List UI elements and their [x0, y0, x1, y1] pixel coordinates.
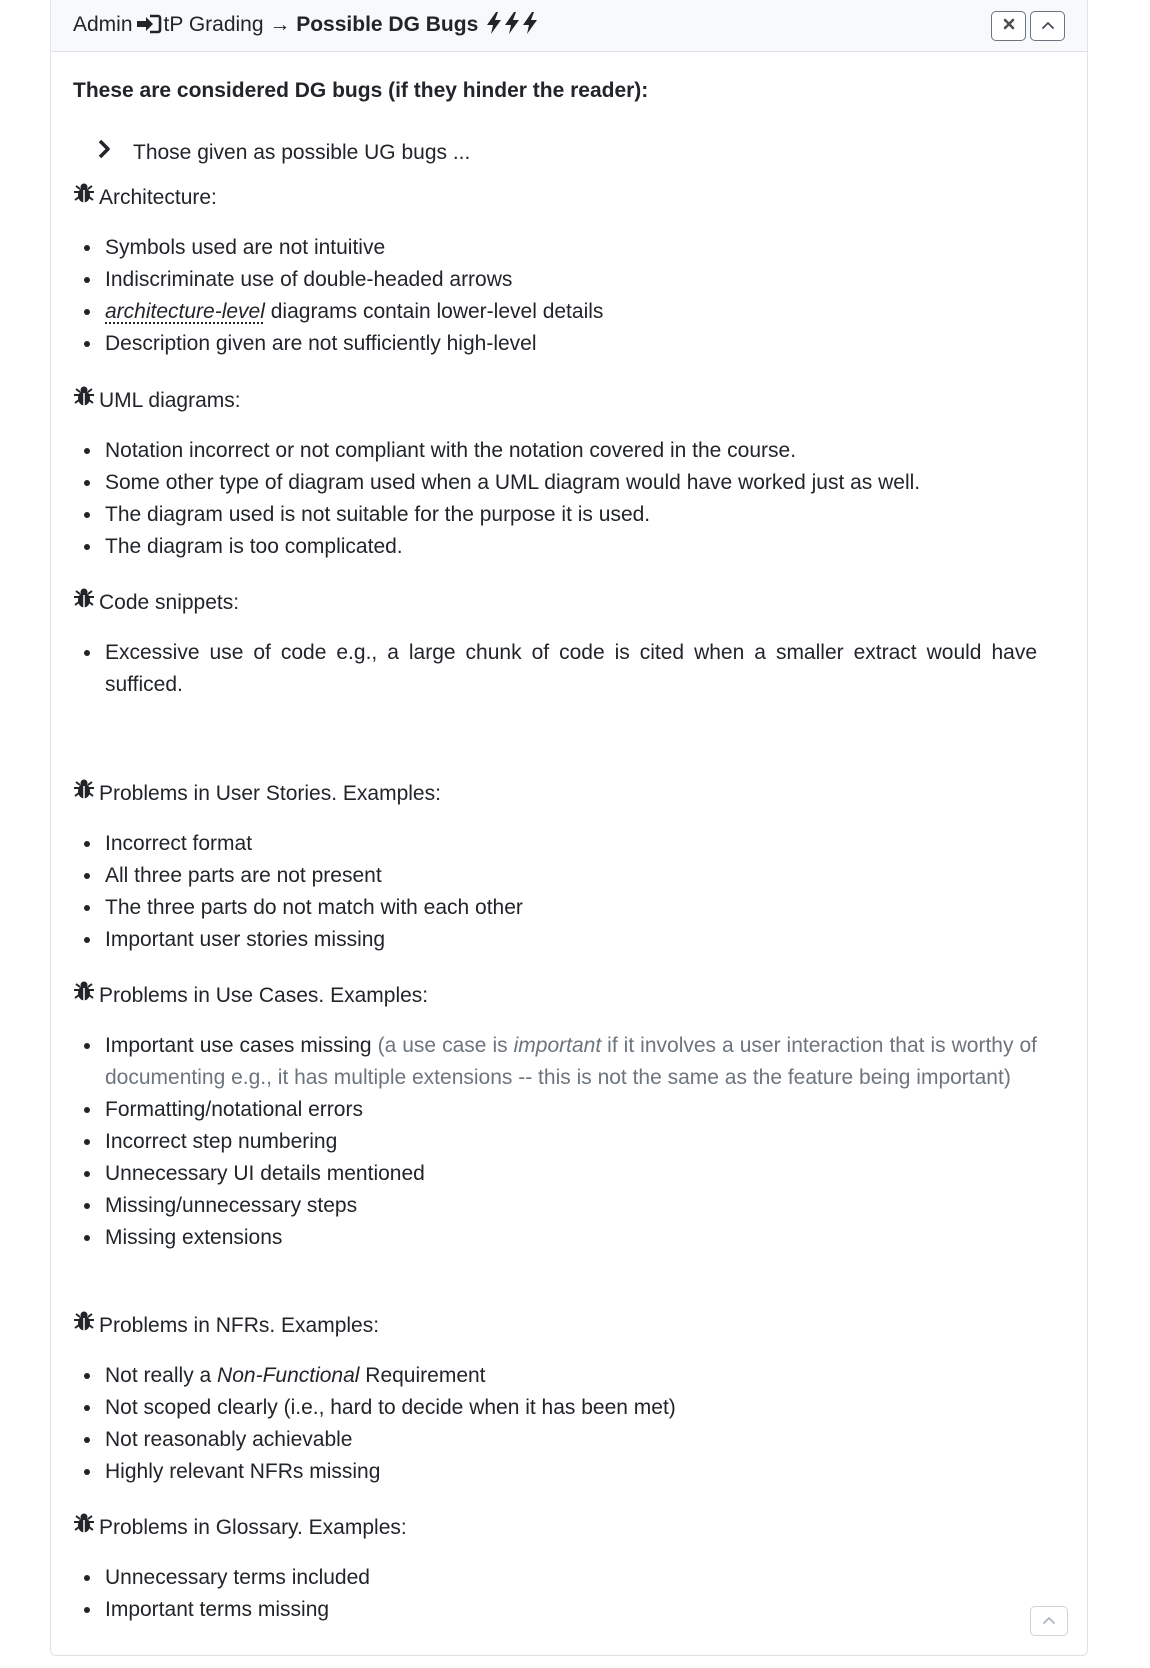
- section-title: UML diagrams:: [73, 385, 1037, 417]
- crumb-tp-grading: tP Grading →: [163, 13, 291, 36]
- list-item: Not really a Non-Functional Requirement: [73, 1360, 1037, 1392]
- list-item: Indiscriminate use of double-headed arrows: [73, 264, 1037, 296]
- list: [73, 232, 1037, 360]
- section-architecture: [73, 182, 1037, 360]
- section-title: Code snippets:: [73, 587, 1037, 619]
- section-title: Architecture:: [73, 182, 1037, 214]
- list-item: Important user stories missing: [73, 924, 1037, 956]
- list-item: Highly relevant NFRs missing: [73, 1456, 1037, 1488]
- bug-icon: [73, 587, 95, 619]
- list-item: Notation incorrect or not compliant with the notation covered in the course.: [73, 435, 1037, 467]
- list: [73, 1030, 1037, 1254]
- lightning-icon: [504, 12, 520, 41]
- list-item: The diagram used is not suitable for the purpose it is used.: [73, 499, 1037, 531]
- chevron-up-icon: [1041, 17, 1055, 35]
- close-icon: [1003, 17, 1015, 35]
- list-item: Important use cases missing (a use case is important if it involves a user interaction that is worthy of documenting e.g., it has multiple extensions -- this is not the same as the feature being important): [73, 1030, 1037, 1094]
- intro-heading: These are considered DG bugs (if they hinder the reader):: [73, 79, 649, 102]
- list-item: Symbols used are not intuitive: [73, 232, 1037, 264]
- list: [73, 637, 1037, 701]
- section-nfrs: [73, 1310, 1037, 1488]
- section-uml-diagrams: [73, 385, 1037, 563]
- section-title: Problems in NFRs. Examples:: [73, 1310, 1037, 1342]
- list-item: Formatting/notational errors: [73, 1094, 1037, 1126]
- panel-header: [51, 0, 1087, 52]
- list-item: Incorrect format: [73, 828, 1037, 860]
- list-item: All three parts are not present: [73, 860, 1037, 892]
- collapse-footer-button[interactable]: [1030, 1606, 1068, 1636]
- bug-icon: [73, 980, 95, 1012]
- list-item: Description given are not sufficiently high-level: [73, 328, 1037, 360]
- close-button[interactable]: [991, 11, 1026, 41]
- list-item: Not scoped clearly (i.e., hard to decide when it has been met): [73, 1392, 1037, 1424]
- list: [73, 1360, 1037, 1488]
- bug-icon: [73, 778, 95, 810]
- bug-icon: [73, 182, 95, 214]
- section-title: Problems in User Stories. Examples:: [73, 778, 1037, 810]
- list-item: Missing extensions: [73, 1222, 1037, 1254]
- dg-bugs-panel: [50, 0, 1088, 1656]
- list-item: Not reasonably achievable: [73, 1424, 1037, 1456]
- list-item: Excessive use of code e.g., a large chunk of code is cited when a smaller extract would have sufficed.: [73, 637, 1037, 701]
- list-item: architecture-level diagrams contain lower-level details: [73, 296, 1037, 328]
- list-item: The three parts do not match with each other: [73, 892, 1037, 924]
- list: [73, 828, 1037, 956]
- section-glossary: [73, 1512, 1037, 1626]
- list-item: The diagram is too complicated.: [73, 531, 1037, 563]
- list-item: Missing/unnecessary steps: [73, 1190, 1037, 1222]
- term-tooltip[interactable]: architecture-level: [105, 300, 265, 323]
- chevron-right-icon: [97, 138, 111, 168]
- page-title: Possible DG Bugs: [296, 13, 479, 36]
- list: [73, 1562, 1037, 1626]
- sign-in-icon: [136, 14, 162, 41]
- expand-label: Those given as possible UG bugs ...: [133, 141, 471, 164]
- list-item: Some other type of diagram used when a UML diagram would have worked just as well.: [73, 467, 1037, 499]
- lightning-icon: [522, 12, 538, 41]
- list: [73, 435, 1037, 563]
- section-user-stories: [73, 778, 1037, 956]
- list-item: Important terms missing: [73, 1594, 1037, 1626]
- breadcrumb: [73, 12, 538, 41]
- list-item: Unnecessary terms included: [73, 1562, 1037, 1594]
- lightning-icon: [486, 12, 502, 41]
- crumb-admin: Admin: [73, 13, 133, 36]
- expand-ug-bugs-toggle[interactable]: [97, 138, 470, 168]
- bug-icon: [73, 385, 95, 417]
- bug-icon: [73, 1310, 95, 1342]
- section-title: Problems in Glossary. Examples:: [73, 1512, 1037, 1544]
- list-item: Unnecessary UI details mentioned: [73, 1158, 1037, 1190]
- collapse-button[interactable]: [1030, 11, 1065, 41]
- chevron-up-icon: [1042, 1612, 1056, 1630]
- list-item: Incorrect step numbering: [73, 1126, 1037, 1158]
- section-title: Problems in Use Cases. Examples:: [73, 980, 1037, 1012]
- section-use-cases: [73, 980, 1037, 1254]
- section-code-snippets: [73, 587, 1037, 701]
- bug-icon: [73, 1512, 95, 1544]
